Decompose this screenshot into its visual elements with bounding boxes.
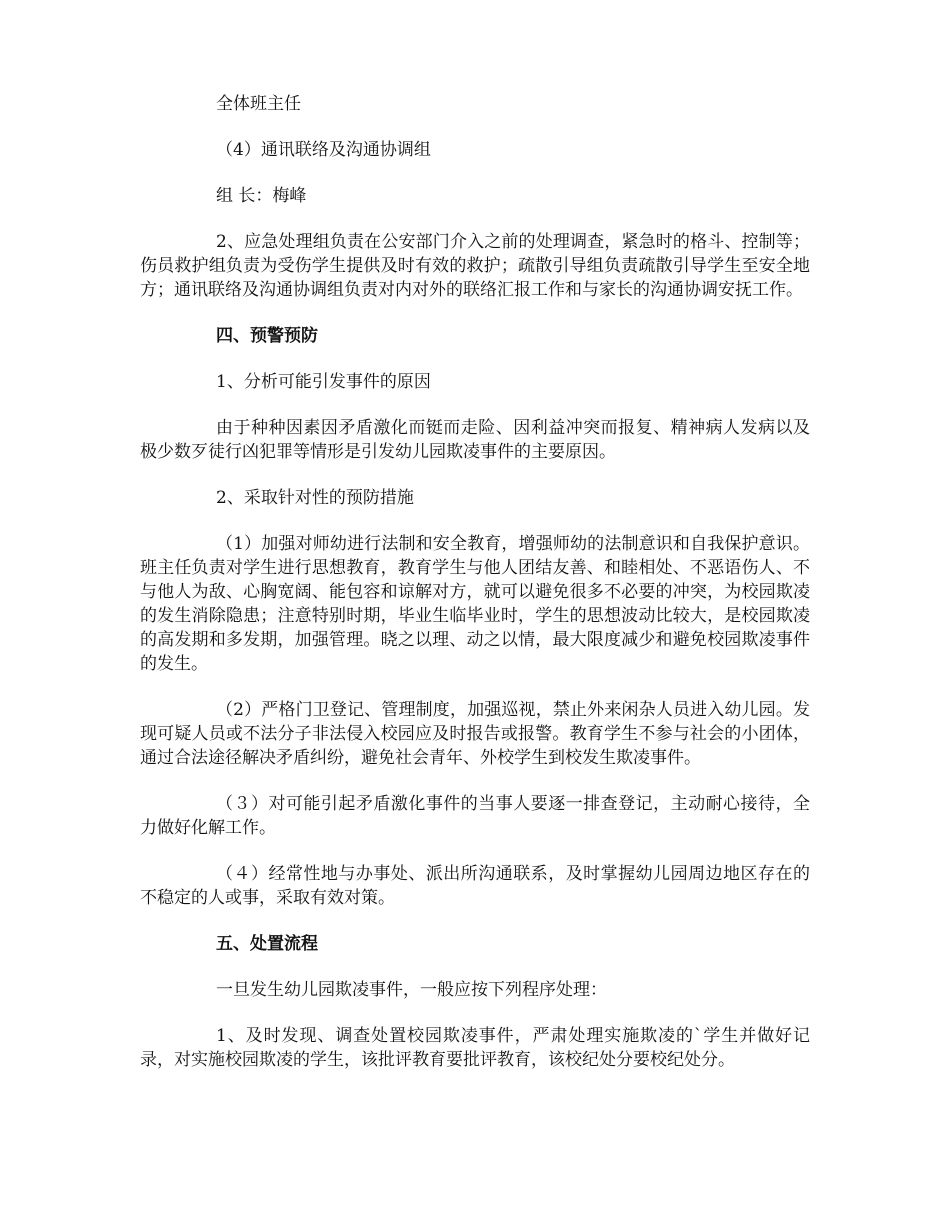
section-heading: 五、处置流程 <box>216 934 318 954</box>
paragraph: （1）加强对师幼进行法制和安全教育，增强师幼的法制意识和自我保护意识。班主任负责对学生进行思想教育，教育学生与他人团结友善、和睦相处、不恶语伤人、不与他人为敌、心胸宽阔、能包容和谅解对方，就可以避免很多不必要的冲突，为校园欺凌的发生消除隐患；注意特别时期，毕业生临毕业时，学生的思想波动比较大，是校园欺凌的高发期和多发期，加强管理。晓之以理、动之以情，最大限度减少和避免校园欺凌事件的发生。 <box>140 534 810 674</box>
paragraph: 1、及时发现、调查处置校园欺凌事件，严肃处理实施欺凌的`学生并做好记录，对实施校园欺凌的学生，该批评教育要批评教育，该校纪处分要校纪处分。 <box>140 1026 810 1070</box>
subsection-title: 1、分析可能引发事件的原因 <box>216 372 431 392</box>
text-line: 一旦发生幼儿园欺凌事件，一般应按下列程序处理： <box>216 980 607 1000</box>
paragraph: （３）对可能引起矛盾激化事件的当事人要逐一排查登记，主动耐心接待，全力做好化解工作。 <box>140 794 810 838</box>
text-line: 全体班主任 <box>216 94 301 114</box>
paragraph: （４）经常性地与办事处、派出所沟通联系，及时掌握幼儿园周边地区存在的不稳定的人或事，采取有效对策。 <box>140 864 810 908</box>
text-line: 组 长：梅峰 <box>216 186 307 206</box>
subsection-title: 2、采取针对性的预防措施 <box>216 488 414 508</box>
section-heading: 四、预警预防 <box>216 326 318 346</box>
paragraph: 由于种种因素因矛盾激化而铤而走险、因利益冲突而报复、精神病人发病以及极少数歹徒行凶犯罪等情形是引发幼儿园欺凌事件的主要原因。 <box>140 418 810 462</box>
paragraph: 2、应急处理组负责在公安部门介入之前的处理调查，紧急时的格斗、控制等；伤员救护组负责为受伤学生提供及时有效的救护；疏散引导组负责疏散引导学生至安全地方；通讯联络及沟通协调组负责对内对外的联络汇报工作和与家长的沟通协调安抚工作。 <box>140 232 810 300</box>
paragraph: （2）严格门卫登记、管理制度，加强巡视，禁止外来闲杂人员进入幼儿园。发现可疑人员或不法分子非法侵入校园应及时报告或报警。教育学生不参与社会的小团体，通过合法途径解决矛盾纠纷，避免社会青年、外校学生到校发生欺凌事件。 <box>140 700 810 768</box>
subsection-title: （4）通讯联络及沟通协调组 <box>216 140 431 160</box>
